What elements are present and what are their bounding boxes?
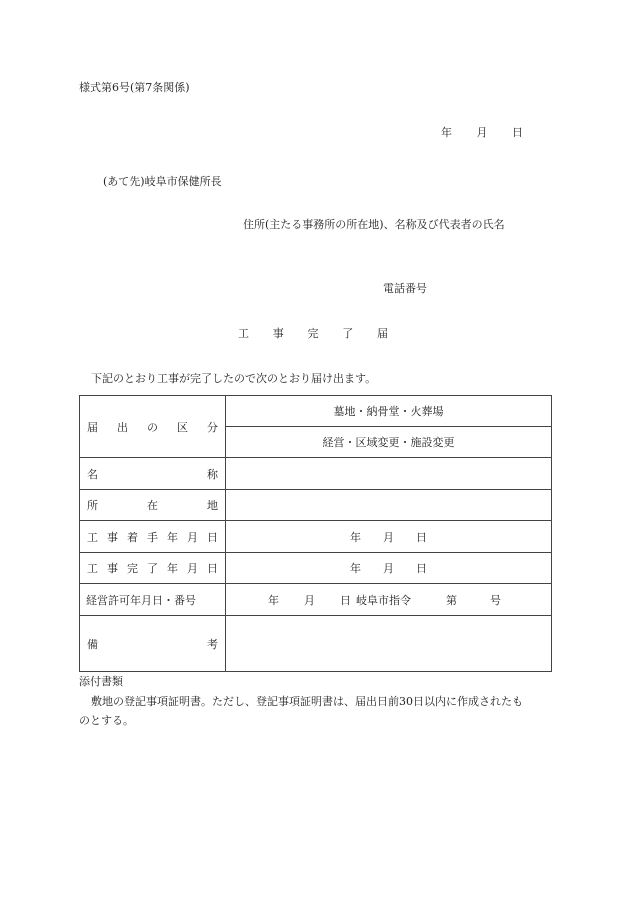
label-char: 考: [207, 637, 218, 651]
permit-city: 岐阜市指令: [356, 593, 411, 607]
attachment-text-line2: のとする。: [79, 714, 134, 727]
label-char: 称: [207, 467, 218, 481]
name-label-cell: [80, 458, 226, 490]
label-char: 備: [87, 637, 98, 651]
label-char: 了: [147, 562, 158, 575]
date-day: 日: [416, 562, 427, 575]
label-char: 出: [117, 420, 128, 434]
table-row: [80, 396, 552, 427]
label-char: 完: [127, 562, 138, 575]
date-month: 月: [304, 593, 315, 607]
phone-label: 電話番号: [383, 282, 427, 295]
table-row: [80, 458, 552, 490]
label-char: 年: [167, 530, 178, 544]
title-char: 完: [307, 327, 319, 340]
label-char: 手: [147, 530, 158, 544]
table-row: [80, 490, 552, 521]
attachment-text-line1: 敷地の登記事項証明書。ただし、登記事項証明書は、届出日前30日以内に作成されたも: [91, 695, 523, 708]
label-char: 月: [187, 530, 198, 544]
date-year: 年: [441, 126, 452, 139]
date-year: 年: [268, 593, 279, 607]
date-month: 月: [476, 126, 488, 139]
label-char: 所: [87, 499, 98, 512]
intro-text: 下記のとおり工事が完了したので次のとおり届け出ます。: [91, 372, 377, 385]
date-year: 年: [350, 530, 361, 544]
complete-date-label-cell: [80, 553, 226, 584]
category-label-cell: [80, 396, 226, 458]
attachment-heading: 添付書類: [79, 675, 123, 688]
table-row: [80, 584, 552, 616]
title-char: 了: [342, 327, 354, 340]
label-char: 届: [87, 420, 98, 434]
date-day: 日: [416, 530, 427, 544]
label-char: 着: [127, 530, 138, 544]
addressee: (あて先)岐阜市保健所長: [103, 175, 222, 188]
permit-label-cell: [80, 584, 226, 616]
permit-field[interactable]: [226, 584, 552, 616]
location-field[interactable]: [226, 490, 552, 521]
completion-form-table: [79, 395, 552, 672]
title-char: 工: [238, 327, 249, 340]
table-row: [80, 553, 552, 584]
date-month: 月: [383, 562, 394, 575]
table-row: [80, 616, 552, 672]
category-option-change[interactable]: 経営・区域変更・施設変更: [226, 427, 552, 458]
applicant-address-label: 住所(主たる事務所の所在地)、名称及び代表者の氏名: [243, 218, 505, 231]
permit-go: 号: [490, 593, 501, 607]
label-char: 年: [167, 562, 178, 575]
category-option-facility[interactable]: 墓地・納骨堂・火葬場: [226, 396, 552, 427]
label-char: 日: [207, 530, 218, 544]
label-char: の: [147, 420, 158, 434]
form-number: 様式第6号(第7条関係): [79, 81, 190, 94]
label-char: 区: [177, 420, 188, 434]
remarks-field[interactable]: [226, 616, 552, 672]
label-char: 月: [187, 562, 198, 575]
label-char: 在: [147, 499, 158, 512]
complete-date-field[interactable]: [226, 553, 552, 584]
start-date-label-cell: [80, 521, 226, 553]
label-char: 事: [107, 562, 118, 575]
label-char: 事: [107, 530, 118, 544]
date-month: 月: [383, 530, 394, 544]
label-char: 名: [87, 467, 98, 481]
table-row: [80, 521, 552, 553]
permit-label: 経営許可年月日・番号: [86, 593, 196, 607]
title-char: 届: [377, 327, 388, 340]
label-char: 地: [207, 499, 218, 512]
start-date-field[interactable]: [226, 521, 552, 553]
date-year: 年: [350, 562, 361, 575]
title-char: 事: [272, 327, 284, 340]
document-title: [238, 327, 388, 341]
date-line: [441, 126, 523, 140]
label-char: 分: [207, 420, 218, 434]
date-day: 日: [512, 126, 523, 139]
location-label-cell: [80, 490, 226, 521]
name-field[interactable]: [226, 458, 552, 490]
date-day: 日: [340, 593, 351, 607]
remarks-label-cell: [80, 616, 226, 672]
permit-dai: 第: [446, 593, 457, 607]
label-char: 日: [207, 562, 218, 575]
label-char: 工: [87, 530, 98, 544]
label-char: 工: [87, 562, 98, 575]
